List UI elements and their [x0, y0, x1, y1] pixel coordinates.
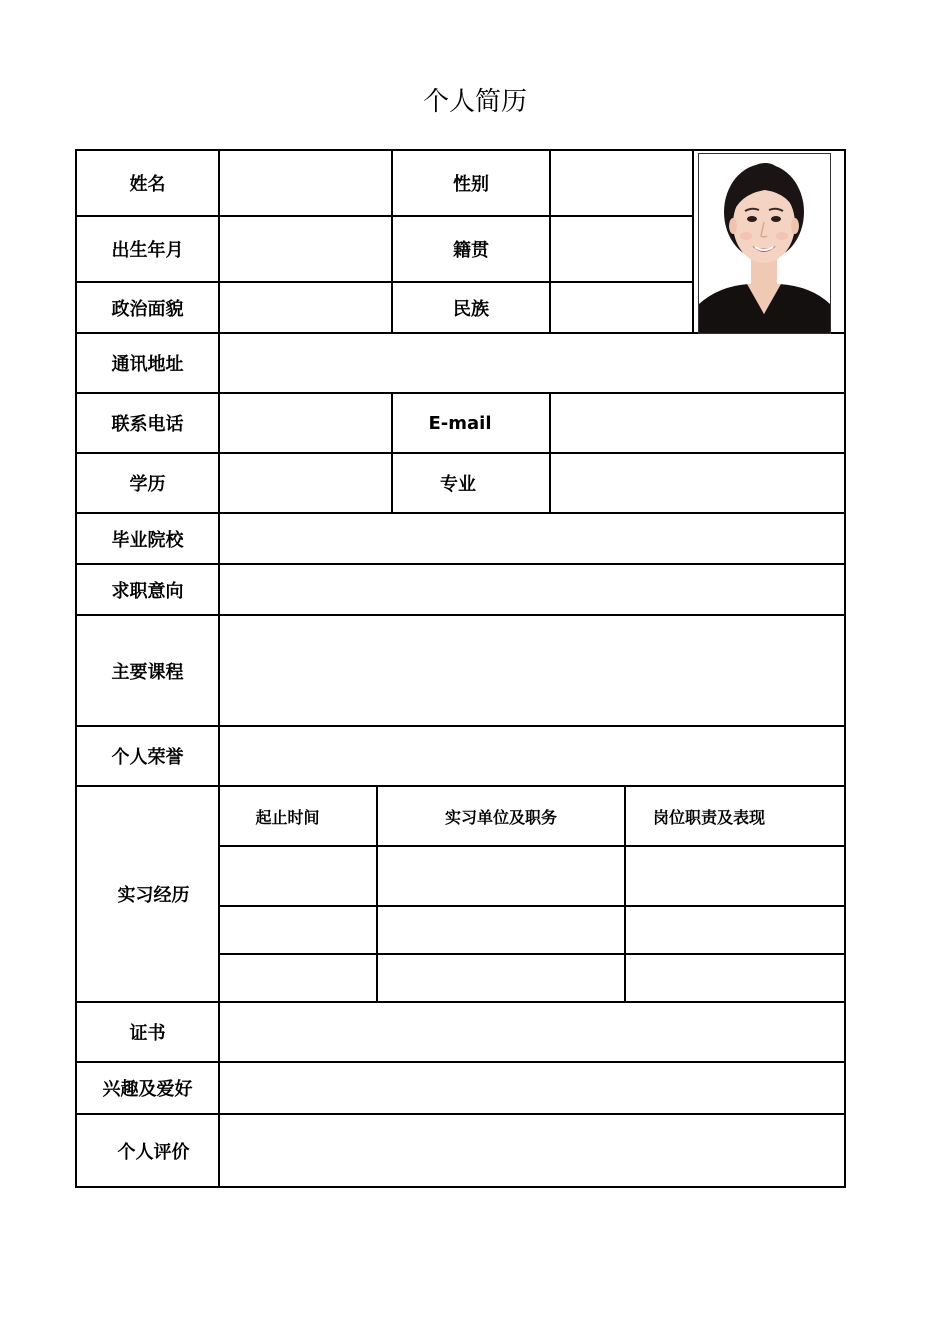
column-divider [692, 149, 694, 334]
political-status-label: 政治面貌 [111, 298, 184, 320]
school-label: 毕业院校 [111, 529, 184, 551]
table-border [75, 1186, 846, 1188]
email-field[interactable] [551, 394, 844, 452]
page-title: 个人简历 [422, 87, 527, 117]
honors-field[interactable] [220, 727, 844, 785]
table-border [844, 149, 846, 1188]
gender-label: 性别 [453, 174, 489, 195]
job-intention-label: 求职意向 [111, 580, 184, 602]
honors-label: 个人荣誉 [111, 747, 184, 768]
internship-company-field[interactable] [378, 955, 624, 1001]
internship-duties-field[interactable] [626, 907, 844, 953]
internship-header-company: 实习单位及职务 [444, 807, 557, 827]
certificates-field[interactable] [220, 1003, 844, 1061]
major-field[interactable] [551, 454, 844, 512]
gender-field[interactable] [551, 151, 692, 215]
ethnicity-label: 民族 [453, 298, 489, 320]
education-label: 学历 [129, 474, 166, 495]
main-courses-label: 主要课程 [111, 661, 184, 683]
address-field[interactable] [220, 334, 844, 392]
name-label: 姓名 [129, 174, 166, 195]
main-courses-field[interactable] [220, 616, 844, 725]
native-place-field[interactable] [551, 217, 692, 281]
birth-label: 出生年月 [111, 240, 184, 261]
political-status-field[interactable] [220, 283, 391, 332]
address-label: 通讯地址 [111, 354, 184, 375]
internship-company-field[interactable] [378, 907, 624, 953]
school-field[interactable] [220, 514, 844, 563]
name-field[interactable] [220, 151, 391, 215]
birth-field[interactable] [220, 217, 391, 281]
internship-company-field[interactable] [378, 847, 624, 905]
internship-label: 实习经历 [117, 885, 190, 906]
self-evaluation-field[interactable] [220, 1115, 844, 1186]
internship-period-field[interactable] [220, 907, 376, 953]
certificates-label: 证书 [129, 1023, 166, 1044]
phone-field[interactable] [220, 394, 391, 452]
internship-period-field[interactable] [220, 847, 376, 905]
internship-header-period: 起止时间 [255, 807, 320, 827]
internship-duties-field[interactable] [626, 955, 844, 1001]
profile-photo [698, 153, 831, 334]
job-intention-field[interactable] [220, 565, 844, 614]
self-evaluation-label: 个人评价 [117, 1141, 190, 1163]
education-field[interactable] [220, 454, 391, 512]
major-label: 专业 [440, 474, 476, 495]
ethnicity-field[interactable] [551, 283, 692, 332]
hobbies-field[interactable] [220, 1063, 844, 1113]
phone-label: 联系电话 [111, 414, 184, 435]
native-place-label: 籍贯 [453, 240, 489, 261]
internship-duties-field[interactable] [626, 847, 844, 905]
internship-period-field[interactable] [220, 955, 376, 1001]
portrait-illustration [699, 154, 830, 333]
internship-header-duties: 岗位职责及表现 [652, 807, 765, 827]
hobbies-label: 兴趣及爱好 [102, 1079, 193, 1100]
email-label: E-mail [428, 412, 492, 434]
